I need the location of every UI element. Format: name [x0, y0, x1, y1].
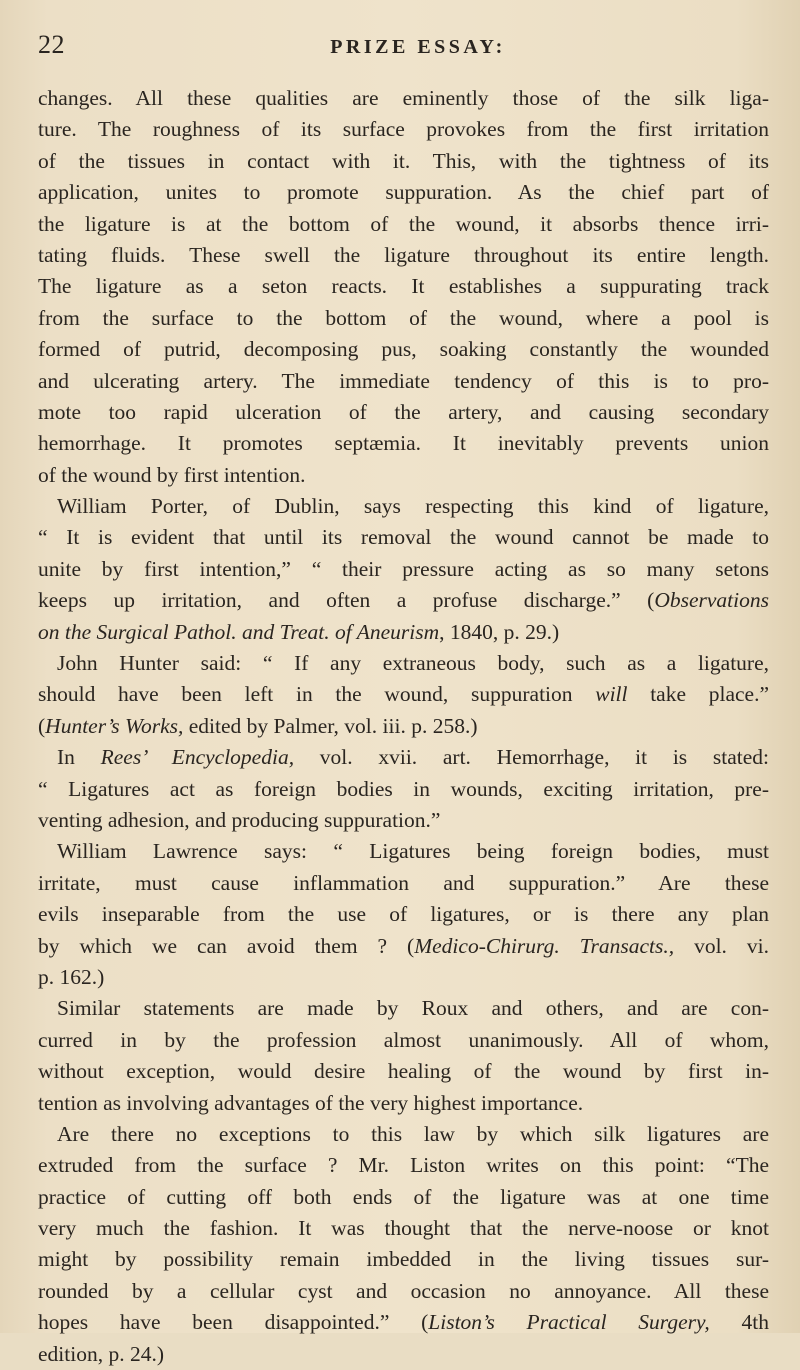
- text-line: “ It is evident that until its removal the wound cannot be made to: [38, 525, 769, 550]
- citation-title: Hunter’s Works,: [45, 713, 184, 738]
- text-line: edition, p. 24.): [38, 1341, 164, 1366]
- citation-title: Liston’s Practical Surgery,: [428, 1310, 710, 1335]
- text-line: practice of cutting off both ends of the ligature was at one time: [38, 1184, 769, 1209]
- text-line: changes. All these qualities are eminently those of the silk liga-: [38, 86, 769, 110]
- text-line: might by possibility remain imbedded in the living tissues sur-: [38, 1247, 769, 1272]
- text-line: without exception, would desire healing of the wound by first in-: [38, 1059, 769, 1084]
- text-line: extruded from the surface ? Mr. Liston writes on this point: “The: [38, 1153, 769, 1178]
- text-line: Are there no exceptions to this law by which silk ligatures are: [57, 1121, 769, 1146]
- text-line: unite by first intention,” “ their pressure acting as so many setons: [38, 556, 769, 581]
- text-line: [38, 679, 769, 710]
- text-run: edited by Palmer, vol. iii. p. 258.): [183, 713, 478, 738]
- page-number: 22: [38, 30, 65, 59]
- text-run: take place.”: [627, 682, 769, 707]
- text-line: mote too rapid ulceration of the artery, and causing secondary: [38, 399, 769, 424]
- text-line: very much the fashion. It was thought that the nerve-noose or knot: [38, 1216, 769, 1241]
- text-line: tention as involving advantages of the very highest importance.: [38, 1090, 584, 1115]
- text-line: application, unites to promote suppuration. As the chief part of: [38, 180, 769, 205]
- text-line: ture. The roughness of its surface provokes from the first irritation: [38, 117, 769, 142]
- text-line: [38, 711, 769, 742]
- text-run: vol. vi.: [674, 933, 769, 958]
- text-line: [38, 585, 769, 616]
- citation-title: Observations: [654, 588, 769, 613]
- text-line: and ulcerating artery. The immediate tendency of this is to pro-: [38, 368, 769, 393]
- text-run: hopes have been disappointed.” (: [38, 1310, 429, 1335]
- citation-title: on the Surgical Pathol. and Treat. of Aneurism: [38, 619, 440, 644]
- text-line: [38, 1307, 769, 1338]
- running-head: PRIZE ESSAY:: [330, 36, 506, 58]
- text-line: William Porter, of Dublin, says respecting this kind of ligature,: [57, 494, 769, 519]
- text-line: from the surface to the bottom of the wound, where a pool is: [38, 305, 769, 330]
- text-line: tating fluids. These swell the ligature throughout its entire length.: [38, 242, 769, 267]
- text-line: [38, 931, 769, 962]
- text-run: should have been left in the wound, suppuration: [38, 682, 596, 707]
- body-text: [38, 83, 769, 1370]
- text-run: vol. xvii. art. Hemorrhage, it is stated:: [294, 745, 769, 770]
- text-line: hemorrhage. It promotes septæmia. It inevitably prevents union: [38, 431, 769, 456]
- citation-title: Rees’ Encyclopedia,: [100, 745, 295, 770]
- text-line: evils inseparable from the use of ligatures, or is there any plan: [38, 902, 769, 927]
- text-line: Similar statements are made by Roux and others, and are con-: [57, 996, 769, 1021]
- text-line: rounded by a cellular cyst and occasion no annoyance. All these: [38, 1278, 769, 1303]
- text-line: p. 162.): [38, 964, 105, 989]
- text-line: [38, 742, 769, 773]
- page-header: [38, 30, 758, 66]
- text-line: “ Ligatures act as foreign bodies in wounds, exciting irritation, pre-: [38, 776, 769, 801]
- text-run: 4th: [709, 1310, 769, 1335]
- text-line: venting adhesion, and producing suppuration.”: [38, 807, 441, 832]
- text-run: , 1840, p. 29.): [439, 619, 560, 644]
- emphasis: will: [595, 682, 628, 707]
- citation-title: Medico-Chirurg. Transacts.,: [414, 933, 675, 958]
- text-line: John Hunter said: “ If any extraneous body, such as a ligature,: [57, 651, 769, 676]
- text-line: curred in by the profession almost unanimously. All of whom,: [38, 1027, 769, 1052]
- text-line: formed of putrid, decomposing pus, soaking constantly the wounded: [38, 337, 769, 362]
- text-line: of the tissues in contact with it. This, with the tightness of its: [38, 148, 769, 173]
- text-line: [38, 617, 769, 648]
- text-run: keeps up irritation, and often a profuse discharge.” (: [38, 588, 655, 613]
- text-run: by which we can avoid them ? (: [38, 933, 415, 958]
- text-line: William Lawrence says: “ Ligatures being foreign bodies, must: [57, 839, 769, 864]
- text-line: irritate, must cause inflammation and suppuration.” Are these: [38, 870, 769, 895]
- text-run: (: [38, 713, 46, 738]
- text-line: the ligature is at the bottom of the wound, it absorbs thence irri-: [38, 211, 769, 236]
- text-line: The ligature as a seton reacts. It establishes a suppurating track: [38, 274, 769, 299]
- text-line: of the wound by first intention.: [38, 462, 306, 487]
- text-run: In: [57, 745, 101, 770]
